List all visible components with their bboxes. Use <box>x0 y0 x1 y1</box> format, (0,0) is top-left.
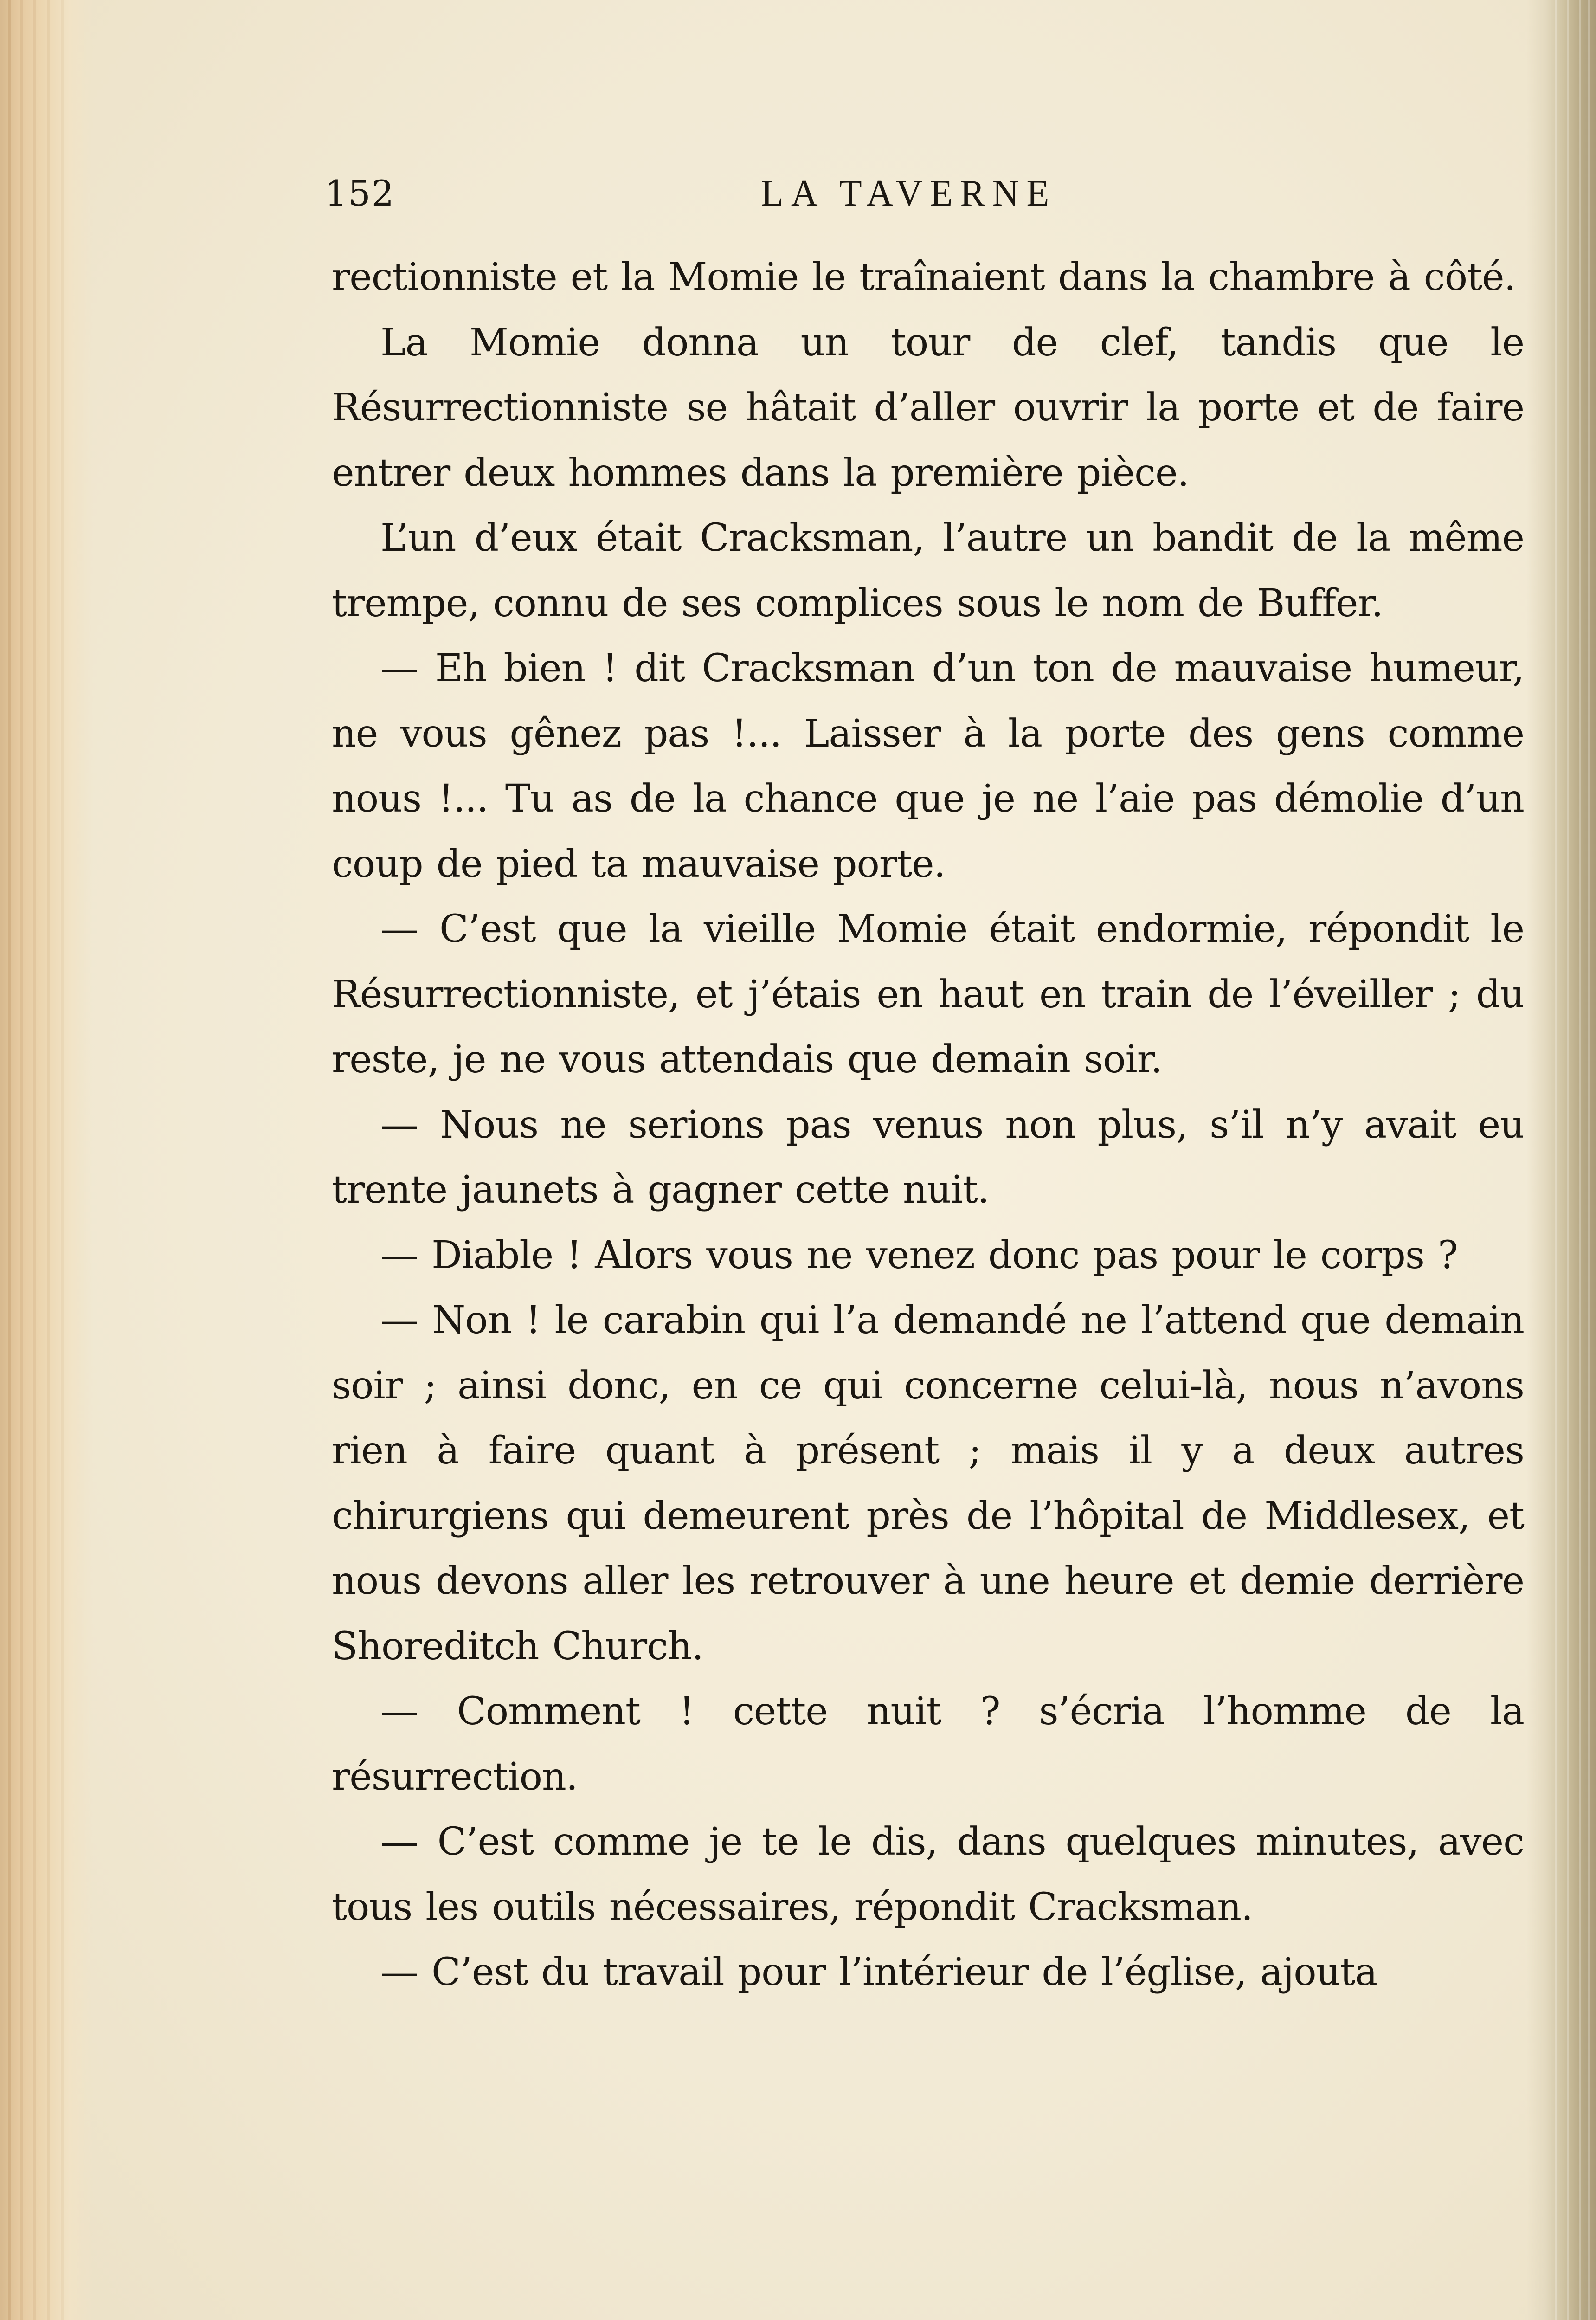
paragraph: La Momie donna un tour de clef, tandis que le Résurrectionniste se hâtait d’aller ouvrir la porte et de faire entrer deux hommes dans la première pièce. <box>332 320 1524 495</box>
paragraph: — C’est que la vieille Momie était endormie, répondit le Résurrectionniste, et j’étais en haut en train de l’éveiller ; du reste, je ne vous attendais que demain soir. <box>332 907 1524 1082</box>
paragraph: — Comment ! cette nuit ? s’écria l’homme de la résurrection. <box>332 1689 1524 1799</box>
running-header <box>325 173 1554 224</box>
page-edge-left <box>0 0 93 2320</box>
page-number: 152 <box>325 173 395 214</box>
paragraph: — C’est comme je te le dis, dans quelques minutes, avec tous les outils nécessaires, répondit Cracksman. <box>332 1820 1524 1929</box>
paragraph: — Non ! le carabin qui l’a demandé ne l’attend que demain soir ; ainsi donc, en ce qui concerne celui-là, nous n’avons rien à faire quant à présent ; mais il y a deux autres chirurgiens qui demeurent près de l’hôpital de Middlesex, et nous devons aller les retrouver à une heure et demie derrière Shoreditch Church. <box>332 1298 1524 1669</box>
body-text <box>332 245 1524 2005</box>
paragraph: — Eh bien ! dit Cracksman d’un ton de mauvaise humeur, ne vous gênez pas !... Laisser à la porte des gens comme nous !... Tu as de la chance que je ne l’aie pas démolie d’un coup de pied ta mauvaise porte. <box>332 646 1524 886</box>
paragraph: L’un d’eux était Cracksman, l’autre un bandit de la même trempe, connu de ses complices sous le nom de Buffer. <box>332 516 1524 625</box>
paragraph: rectionniste et la Momie le traînaient dans la chambre à côté. <box>332 255 1516 299</box>
running-title: LA TAVERNE <box>761 173 1057 214</box>
paragraph: — Diable ! Alors vous ne venez donc pas pour le corps ? <box>380 1233 1458 1277</box>
paragraph: — C’est du travail pour l’intérieur de l’église, ajouta <box>380 1950 1377 1994</box>
paragraph: — Nous ne serions pas venus non plus, s’il n’y avait eu trente jaunets à gagner cette nuit. <box>332 1102 1524 1212</box>
page-gutter-right <box>1526 0 1596 2320</box>
